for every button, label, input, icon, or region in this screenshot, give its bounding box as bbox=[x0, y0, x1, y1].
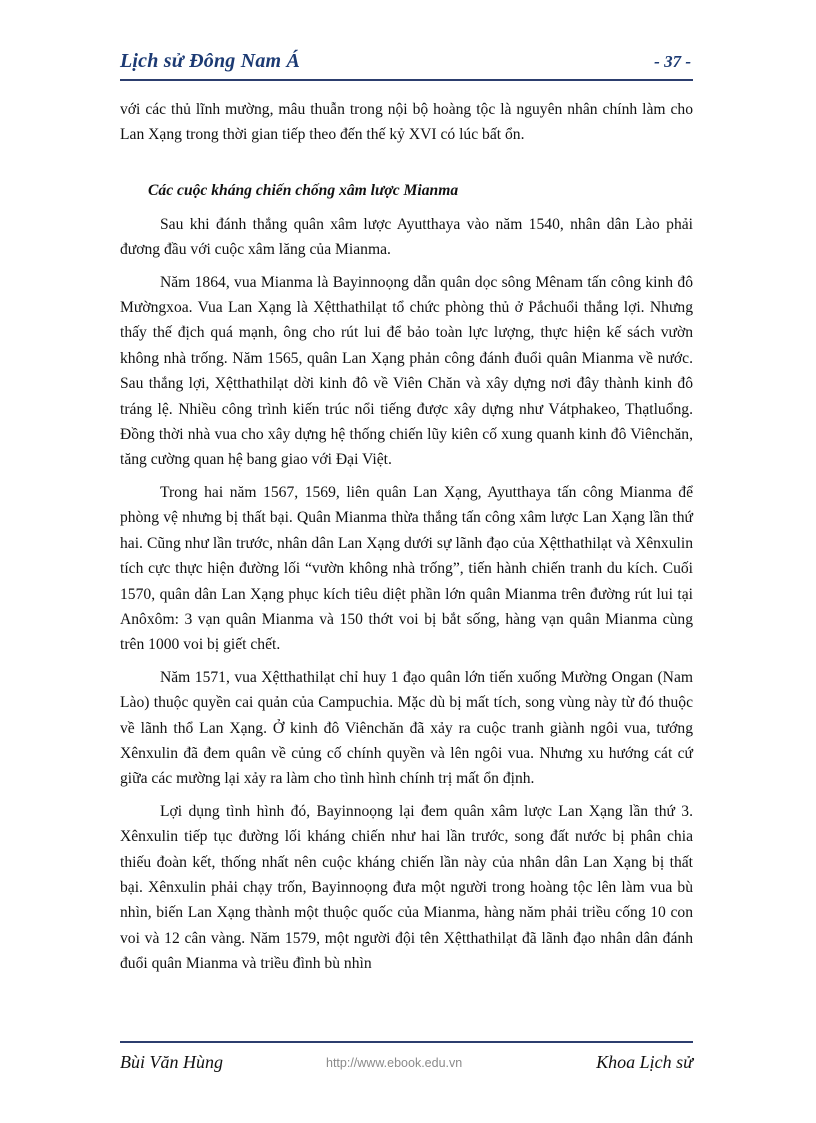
paragraph: Năm 1571, vua Xệtthathilạt chỉ huy 1 đạo quân lớn tiến xuống Mường Ongan (Nam Lào) thuộc quyền cai quản của Campuchia. Mặc dù bị mất tích, song vùng này từ đó thuộc về lãnh thổ Lan Xạng. Ở kinh đô Viênchăn đã xảy ra cuộc tranh giành ngôi vua, tướng Xênxulin đã đem quân về củng cố chính quyền và lên ngôi vua. Nhưng xu hướng cát cứ giữa các mường lại xảy ra làm cho tình hình chính trị mất ổn định. bbox=[120, 668, 693, 788]
footer-divider bbox=[120, 1041, 693, 1043]
paragraph: Sau khi đánh thắng quân xâm lược Ayutthaya vào năm 1540, nhân dân Lào phải đương đầu với cuộc xâm lăng của Mianma. bbox=[120, 215, 693, 259]
author-name: Bùi Văn Hùng bbox=[120, 1052, 223, 1072]
page-footer bbox=[120, 1050, 693, 1078]
department-name: Khoa Lịch sử bbox=[596, 1052, 693, 1072]
page-number: - 37 - bbox=[654, 52, 691, 71]
page-header bbox=[120, 48, 693, 76]
source-url: http://www.ebook.edu.vn bbox=[326, 1056, 463, 1070]
paragraph: Trong hai năm 1567, 1569, liên quân Lan Xạng, Ayutthaya tấn công Mianma để phòng vệ nhưng bị thất bại. Quân Mianma thừa thắng tấn công xâm lược Lan Xạng lần thứ hai. Cũng như lần trước, nhân dân Lan Xạng dưới sự lãnh đạo của Xệtthathilạt và Xênxulin tích cực thực hiện đường lối “vườn không nhà trống”, tiến hành chiến tranh du kích. Cuối 1570, quân dân Lan Xạng phục kích tiêu diệt phần lớn quân Mianma trên đường rút lui tại Anôxôm: 3 vạn quân Mianma và 150 thớt voi bị bắt sống, hàng vạn quân Mianma cùng trên 1000 voi bị giết chết. bbox=[120, 483, 693, 654]
paragraph-continuation: với các thủ lĩnh mường, mâu thuẫn trong nội bộ hoàng tộc là nguyên nhân chính làm cho Lan Xạng trong thời gian tiếp theo đến thế kỷ XVI có lúc bất ổn. bbox=[120, 101, 693, 144]
paragraph: Năm 1864, vua Mianma là Bayinnoọng dẫn quân dọc sông Mênam tấn công kinh đô Mườngxoa. Vua Lan Xạng là Xệtthathilạt tổ chức phòng thủ ở Pắchuổi thắng lợi. Nhưng thấy thế địch quá mạnh, ông cho rút lui để bảo toàn lực lượng, thực hiện kế sách vườn không nhà trống. Năm 1565, quân Lan Xạng phản công đánh đuổi quân Mianma về nước. Sau thắng lợi, Xệtthathilạt dời kinh đô về Viên Chăn và xây dựng nơi đây thành kinh đô tráng lệ. Nhiều công trình kiến trúc nổi tiếng được xây dựng như Vátphakeo, Thạtluổng. Đồng thời nhà vua cho xây dựng hệ thống chiến lũy kiên cố xung quanh kinh đô Viênchăn, tăng cường quan hệ bang giao với Đại Việt. bbox=[120, 273, 693, 469]
header-divider bbox=[120, 79, 693, 81]
book-title: Lịch sử Đông Nam Á bbox=[120, 50, 301, 72]
page-body bbox=[120, 97, 693, 984]
section-heading: Các cuộc kháng chiến chống xâm lược Mianma bbox=[148, 181, 459, 199]
paragraph: Lợi dụng tình hình đó, Bayinnoọng lại đem quân xâm lược Lan Xạng lần thứ 3. Xênxulin tiếp tục đường lối kháng chiến như hai lần trước, song đất nước bị phân chia thiếu đoàn kết, thống nhất nên cuộc kháng chiến lần này của nhân dân Lan Xạng bị thất bại. Xênxulin phải chạy trốn, Bayinnoọng đưa một người trong hoàng tộc lên làm vua bù nhìn, biến Lan Xạng thành một thuộc quốc của Mianma, hàng năm phải triều cống 10 con voi và 12 cân vàng. Năm 1579, một người đội tên Xệtthathilạt đã lãnh đạo nhân dân đánh đuổi quân Mianma và triều đình bù nhìn bbox=[120, 802, 693, 973]
